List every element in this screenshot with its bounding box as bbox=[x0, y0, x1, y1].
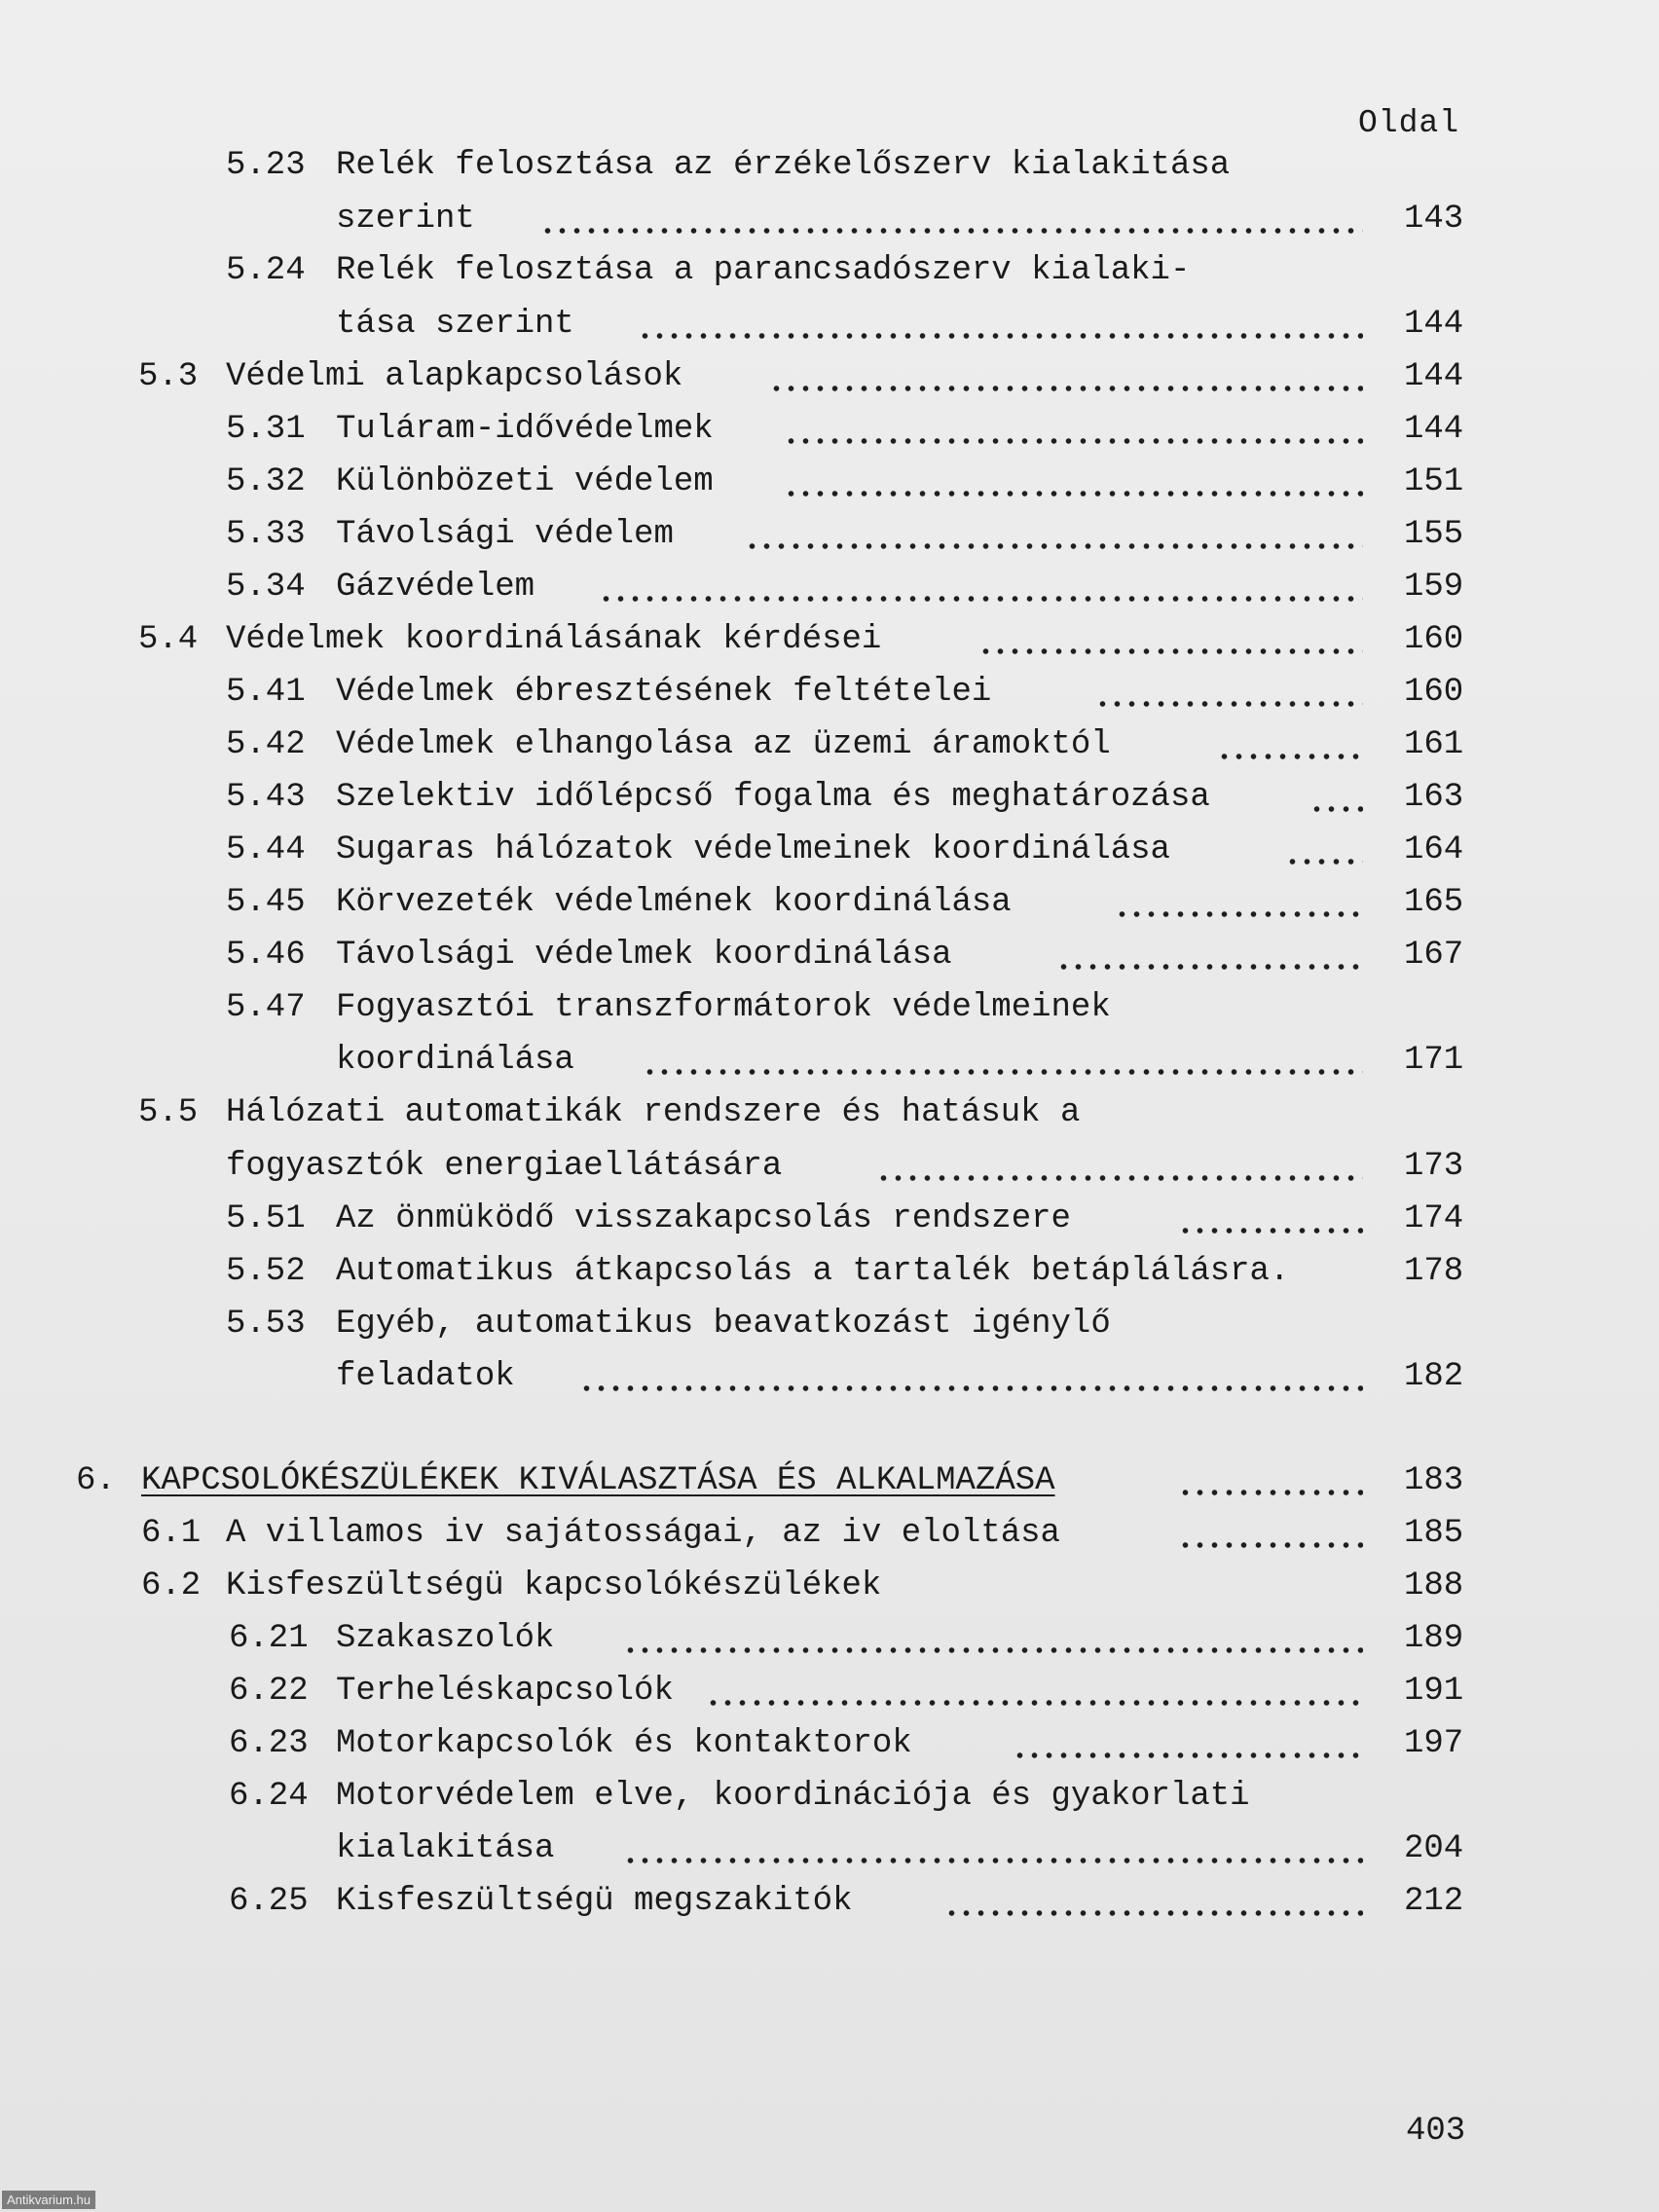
section-title: Sugaras hálózatok védelmeinek koordinálása bbox=[336, 831, 1170, 868]
dot-leader bbox=[1309, 771, 1363, 824]
page-ref: 173 bbox=[1404, 1148, 1464, 1185]
section-number: 6.25 bbox=[229, 1883, 309, 1920]
dot-leader bbox=[876, 1140, 1363, 1193]
section-number: 5.23 bbox=[226, 147, 306, 184]
section-number: 5.33 bbox=[226, 516, 306, 553]
page-ref: 144 bbox=[1404, 306, 1464, 343]
toc-entry bbox=[0, 456, 1659, 508]
section-number: 5.34 bbox=[226, 569, 306, 606]
section-number: 5.32 bbox=[226, 463, 306, 500]
section-number: 5.43 bbox=[226, 779, 306, 816]
toc-entry bbox=[0, 1875, 1659, 1928]
toc-entry bbox=[0, 1245, 1659, 1298]
dot-leader bbox=[1178, 1507, 1363, 1560]
dot-leader bbox=[706, 1665, 1363, 1717]
page-ref: 182 bbox=[1404, 1358, 1464, 1395]
page-ref: 188 bbox=[1404, 1567, 1464, 1604]
dot-leader bbox=[1115, 876, 1363, 929]
dot-leader bbox=[623, 1823, 1363, 1875]
section-title: Automatikus átkapcsolás a tartalék betáplálásra. bbox=[336, 1253, 1290, 1290]
page-ref: 143 bbox=[1404, 201, 1464, 238]
toc-entry bbox=[0, 824, 1659, 876]
watermark: Antikvarium.hu bbox=[2, 2191, 95, 2209]
toc-entry bbox=[0, 193, 1659, 245]
toc-entry bbox=[0, 1823, 1659, 1875]
section-number: 5.41 bbox=[226, 674, 306, 711]
section-number: 5.47 bbox=[226, 989, 306, 1026]
toc-entry bbox=[0, 1665, 1659, 1717]
section-title: feladatok bbox=[336, 1358, 515, 1395]
dot-leader bbox=[643, 1034, 1363, 1087]
section-title: Szakaszolók bbox=[336, 1620, 555, 1657]
page-ref: 164 bbox=[1404, 831, 1464, 868]
section-title: Terheléskapcsolók bbox=[336, 1673, 674, 1710]
page-ref: 144 bbox=[1404, 358, 1464, 395]
section-title: Kisfeszültségü kapcsolókészülékek bbox=[226, 1567, 882, 1604]
toc-entry bbox=[0, 1087, 1659, 1139]
toc-entry bbox=[0, 139, 1659, 192]
dot-leader bbox=[1285, 824, 1363, 876]
section-number: 5.45 bbox=[226, 884, 306, 921]
toc-entry bbox=[0, 929, 1659, 981]
toc-entry bbox=[0, 613, 1659, 666]
toc-entry bbox=[0, 1455, 1659, 1507]
section-number: 5.5 bbox=[138, 1094, 199, 1131]
toc-entry bbox=[0, 719, 1659, 771]
section-title: Motorvédelem elve, koordinációja és gyakorlati bbox=[336, 1778, 1250, 1815]
section-number: 5.44 bbox=[226, 831, 306, 868]
page-ref: 155 bbox=[1404, 516, 1464, 553]
dot-leader bbox=[1178, 1193, 1363, 1245]
page-ref: 171 bbox=[1404, 1042, 1464, 1079]
section-number: 5.51 bbox=[226, 1200, 306, 1237]
section-title: Védelmek ébresztésének feltételei bbox=[336, 674, 992, 711]
page-ref: 160 bbox=[1404, 621, 1464, 658]
dot-leader bbox=[1056, 929, 1363, 981]
toc-entry bbox=[0, 876, 1659, 929]
page-ref: 191 bbox=[1404, 1673, 1464, 1710]
toc-entry bbox=[0, 1612, 1659, 1665]
section-title: tása szerint bbox=[336, 306, 574, 343]
page-ref: 174 bbox=[1404, 1200, 1464, 1237]
dot-leader bbox=[784, 403, 1363, 456]
section-title: Körvezeték védelmének koordinálása bbox=[336, 884, 1012, 921]
dot-leader bbox=[769, 350, 1363, 403]
section-title: koordinálása bbox=[336, 1042, 574, 1079]
dot-leader bbox=[638, 298, 1363, 350]
page-column-header: Oldal bbox=[1358, 105, 1460, 141]
page-ref: 204 bbox=[1404, 1830, 1464, 1867]
section-title: Távolsági védelmek koordinálása bbox=[336, 937, 952, 974]
section-title: Szelektiv időlépcső fogalma és meghatározása bbox=[336, 779, 1210, 816]
page-ref: 197 bbox=[1404, 1725, 1464, 1762]
section-number: 5.52 bbox=[226, 1253, 306, 1290]
section-number: 6.24 bbox=[229, 1778, 309, 1815]
section-title: Az önmüködő visszakapcsolás rendszere bbox=[336, 1200, 1071, 1237]
section-title: Motorkapcsolók és kontaktorok bbox=[336, 1725, 912, 1762]
toc-entry bbox=[0, 1298, 1659, 1350]
page-ref: 189 bbox=[1404, 1620, 1464, 1657]
page-number: 403 bbox=[1406, 2113, 1466, 2150]
dot-leader bbox=[784, 456, 1363, 508]
section-number: 5.42 bbox=[226, 726, 306, 763]
section-number: 6.22 bbox=[229, 1673, 309, 1710]
section-title: Különbözeti védelem bbox=[336, 463, 714, 500]
page-ref: 185 bbox=[1404, 1515, 1464, 1552]
section-title: Relék felosztása a parancsadószerv kialaki- bbox=[336, 252, 1191, 289]
section-number: 6.23 bbox=[229, 1725, 309, 1762]
section-title: kialakitása bbox=[336, 1830, 555, 1867]
dot-leader bbox=[579, 1350, 1363, 1403]
toc-entry bbox=[0, 1350, 1659, 1403]
dot-leader bbox=[1095, 666, 1363, 719]
dot-leader bbox=[540, 193, 1363, 245]
dot-leader bbox=[1013, 1717, 1363, 1770]
section-number: 5.53 bbox=[226, 1306, 306, 1343]
toc-entry bbox=[0, 1507, 1659, 1560]
dot-leader bbox=[1217, 719, 1363, 771]
page-ref: 161 bbox=[1404, 726, 1464, 763]
page-ref: 163 bbox=[1404, 779, 1464, 816]
toc-entry bbox=[0, 561, 1659, 613]
dot-leader bbox=[1178, 1455, 1363, 1507]
section-title: Egyéb, automatikus beavatkozást igénylő bbox=[336, 1306, 1111, 1343]
toc-entry bbox=[0, 1140, 1659, 1193]
dot-leader bbox=[599, 561, 1363, 613]
section-title: Tuláram-idővédelmek bbox=[336, 411, 714, 448]
section-title: Gázvédelem bbox=[336, 569, 535, 606]
section-title: Védelmek elhangolása az üzemi áramoktól bbox=[336, 726, 1111, 763]
dot-leader bbox=[978, 613, 1363, 666]
section-title: Hálózati automatikák rendszere és hatásuk a bbox=[226, 1094, 1081, 1131]
section-title: Fogyasztói transzformátorok védelmeinek bbox=[336, 989, 1111, 1026]
section-title: KAPCSOLÓKÉSZÜLÉKEK KIVÁLASZTÁSA ÉS ALKALMAZÁSA bbox=[141, 1462, 1055, 1499]
section-number: 5.46 bbox=[226, 937, 306, 974]
section-title: Védelmek koordinálásának kérdései bbox=[226, 621, 882, 658]
page-ref: 165 bbox=[1404, 884, 1464, 921]
section-title: Távolsági védelem bbox=[336, 516, 674, 553]
toc-entry bbox=[0, 298, 1659, 350]
toc-entry bbox=[0, 981, 1659, 1034]
section-title: A villamos iv sajátosságai, az iv eloltása bbox=[226, 1515, 1060, 1552]
toc-entry bbox=[0, 666, 1659, 719]
toc-entry bbox=[0, 771, 1659, 824]
section-number: 6.2 bbox=[141, 1567, 202, 1604]
toc-entry bbox=[0, 1770, 1659, 1823]
toc-entry bbox=[0, 403, 1659, 456]
section-number: 6. bbox=[76, 1462, 116, 1499]
section-number: 5.3 bbox=[138, 358, 199, 395]
page-ref: 151 bbox=[1404, 463, 1464, 500]
section-number: 5.24 bbox=[226, 252, 306, 289]
section-number: 6.1 bbox=[141, 1515, 202, 1552]
page-ref: 183 bbox=[1404, 1462, 1464, 1499]
toc-entry bbox=[0, 1560, 1659, 1612]
toc-entry bbox=[0, 350, 1659, 403]
toc-entry bbox=[0, 1193, 1659, 1245]
toc-entry bbox=[0, 1717, 1659, 1770]
page-ref: 167 bbox=[1404, 937, 1464, 974]
toc-entry bbox=[0, 244, 1659, 297]
dot-leader bbox=[944, 1875, 1363, 1928]
section-title: fogyasztók energiaellátására bbox=[226, 1148, 783, 1185]
page-ref: 144 bbox=[1404, 411, 1464, 448]
dot-leader bbox=[623, 1612, 1363, 1665]
dot-leader bbox=[745, 508, 1363, 561]
page-ref: 212 bbox=[1404, 1883, 1464, 1920]
section-number: 6.21 bbox=[229, 1620, 309, 1657]
section-title: Kisfeszültségü megszakitók bbox=[336, 1883, 853, 1920]
section-number: 5.31 bbox=[226, 411, 306, 448]
section-title: Védelmi alapkapcsolások bbox=[226, 358, 683, 395]
page-ref: 160 bbox=[1404, 674, 1464, 711]
toc-entry bbox=[0, 508, 1659, 561]
page-ref: 159 bbox=[1404, 569, 1464, 606]
section-title: szerint bbox=[336, 201, 475, 238]
page-ref: 178 bbox=[1404, 1253, 1464, 1290]
toc-entry bbox=[0, 1034, 1659, 1087]
section-number: 5.4 bbox=[138, 621, 199, 658]
section-title: Relék felosztása az érzékelőszerv kialakitása bbox=[336, 147, 1231, 184]
